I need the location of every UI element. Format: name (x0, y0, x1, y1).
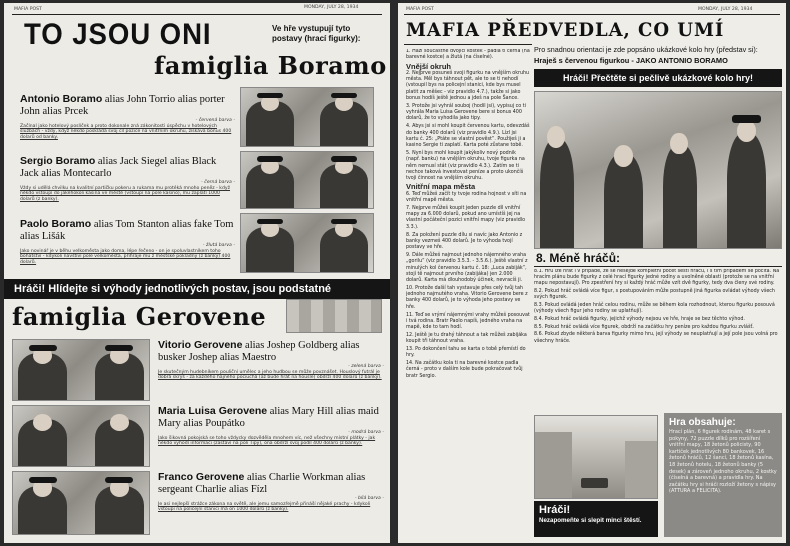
masthead-date: MONDAY, JULY 28, 1934 (304, 5, 359, 10)
page-title: TO JSOU ONI (24, 18, 212, 51)
char-name-bold: Antonio Boramo (20, 93, 103, 105)
contents-text: Hrací plán, 6 figurek rodinám, 48 karet s pokyny, 72 puzzle dílků pro rozšíření vnitřní mapy, 18 žetonů policisty, 90 kartiček jednotlivých 80 bankovek, 16 žetonů hráčů, 12 šancí, 18 žetonů kasína, 18 žetonů hotelu, 18 žetonů banky (5 desek) a zároveň jednoho okruhu, 2 kostky (číselná a barevná) a pravidla hry. Na začátku hry si hráči rozloží žetony s nápisy (ATTURA a FELICITA). (669, 429, 777, 495)
char-bonus-text: Začínal jako hotelový poslíček a proto dokonale zná zákonitosti úspěchu v hotelových službách - vždy, když někdo poskládá svůj cíl pozice na vnitřním okruhu, získává bonus 400 dolarů od banky. (20, 123, 232, 140)
char-name (20, 93, 235, 118)
photo-sergio (240, 151, 374, 209)
step-text: 6. Teď můžeš začít ty tvoje rodina hojnost v síti na vnitřní mapě města. (406, 191, 527, 204)
section-inner: Vnitřní mapa města (406, 182, 476, 192)
intro-text: Pro snadnou orientaci je zde popsáno ukázkové kolo hry (představ si): (534, 45, 758, 54)
char-name (158, 405, 384, 430)
rule-text: 8.6. Pokud zbyde některá barva figurky mimo hru, její výhody se neuplatňují a její pole jsou volná pro všechny hráče. (534, 332, 778, 344)
step-text: 8. Za položení puzzle dílu si navíc jako Antonio z banky vezmeš 400 dolarů. Je to výhoda tvojí postavy ve hře. (406, 232, 523, 251)
photo-franco (12, 471, 150, 535)
photo-police-station (534, 91, 782, 249)
masthead-rule (404, 14, 780, 15)
photo-vitorio (12, 339, 150, 401)
step-text: 4. Abys jsi si mohl koupit červenou kartu, odevzdáš do banky 400 dolarů (viz pravidlo 4.9.). Lízl jsi kartu č. 25: „Ptáte se vlastní pověst“. Použiješ ji a kasino Sergie ti zaplatí. Karta poté zůstane tobě. (406, 124, 530, 149)
char-bonus-text: Jako novinář je v běhu velkoměsta jako doma, lépe řečeno - on je spoluvlastníkem toho bohatství - kdykoli navštíví pole velkoměsta, přihraje mu z městské pokladny (z banky) 400 dolarů. (20, 248, 231, 265)
photo-paolo (240, 213, 374, 273)
char-bonus-text: Je skutečným hudebníkem pouliční umělec a jeho hudbou se může povznášet. Houslový futrál je dobrá skrýš - za každého hajného pociuchá (až bude hrát na housle) obdrží 400 dolarů (z banky). (158, 369, 382, 381)
intro-text: Ve hře vystupují tyto postavy (hrací figurky): (272, 24, 361, 43)
step-text: 1. Hází součastně dvojicí kostek - padla ti černá (na barevné kostce) a žlutá (na číselné). (406, 49, 530, 61)
rule-text: 8.4. Pokud hráč ovládá figurky, jejichž výhody nejsou ve hře, hraje se bez těchto výhod. (534, 316, 745, 322)
char-franco (158, 471, 384, 513)
contents-title: Hra obsahuje: (669, 417, 736, 428)
right-page (398, 3, 786, 543)
char-bonus-text: Je asi nejlepší strážce zákona na světě, ale jemu samozřejmě přináší nějaké prachy - kdykoli vstoupí na policejní stanici má on 1000 dolarů (z banky). (158, 501, 371, 513)
section-fewer-players: 8. Méně hráčů: (536, 251, 621, 265)
char-sergio (20, 155, 235, 202)
step-text: 5. Nyní bys mohl koupit jakýkoliv nový podnik (např. banku) na vnějším okruhu, tvoje figurka na něm nemusí stát (viz pravidlo 4.3.). Zatím se ti nechce taková investovat peníze a proto ukončíš tvoji činnost na vnějším okruhu. (406, 150, 525, 182)
coin-banner (534, 501, 658, 537)
rule-text: 8.2. Pokud hráč ovládá více figur, s postupováním může postupně jiná figurka ovládat výhody všech svých figurek. (534, 289, 775, 301)
step-text: 7. Nejprve můžeš koupit jeden puzzle díl vnitřní mapy za 6.000 dolarů, pokud ano umístíš jej na vlastní počáteční pozici vnitřní mapy (viz pravidlo 3.3.). (406, 205, 526, 230)
char-alias: alias Tom Stanton alias fake Tom alias Lišák (20, 219, 234, 242)
char-color: - modrá barva - (348, 430, 384, 435)
char-vitorio (158, 339, 384, 381)
step-text: 10. Protože další tah vystavuje přes celý tvůj tah jednoho najmutého vraha. Vitorio Gerovene bere z banky 400 dolarů, je to výhoda jeho postavy ve hře. (406, 285, 528, 310)
step-text: 12. Ještě je tu drahý táhnout a tak můžeš zabijáka koupit tři táhnout vraha. (406, 332, 527, 345)
masthead-rule (12, 14, 382, 15)
char-color: - černá barva - (201, 180, 235, 185)
char-alias: alias John Torrio alias porter John alias Prcek (20, 94, 225, 117)
step-text: 13. Po dokončení tahu se karta o tobě přemístí do hry. (406, 347, 526, 359)
fewer-players-column (534, 269, 782, 409)
step-text: 2. Nejprve posuneš svoji figurku na vnějším okruhu města. Měl bys táhnout pět, ale to se ti nehodí (vstoupil bys na policejní stanici, kde bys musel platit za měšec - viz pravidlo 4.7.), takže si jako bonus hodíš ještě jednou a jdeš na pole Šance. (406, 70, 530, 102)
left-page (4, 3, 390, 543)
char-bonus-text: Jako šikovná pokojská se toho vždycky dozvěděla mnohem víc, než všechny místní plátky - jak někdo vyhodí informaci (zastaví na poli Tipy), ona obdrží svůj podíl 400 dolarů (z banky). (158, 435, 376, 447)
masthead-left: MAFIA POST (14, 7, 42, 12)
step-text: 3. Protože jsi vyhrál souboj (hodil jsi), vypisuj co ti vyhrála Maria Luisa Gerovene bere si bonus 400 dolarů, že to vyhodila jako tipy. (406, 103, 526, 122)
photo-maria (12, 405, 150, 467)
masthead-left: MAFIA POST (406, 7, 434, 12)
char-name-bold: Franco Gerovene (158, 471, 245, 483)
photo-street (534, 415, 658, 499)
advantages-banner: Hráči! Hlídejte si výhody jednotlivých postav, jsou podstatné (4, 279, 390, 299)
char-alias: alias Joshep Goldberg alias busker Joshep alias Maestro (158, 340, 360, 363)
char-alias: alias Mary Hill alias maid Mary alias Poupátko (158, 406, 379, 429)
section-outer: Vnější okruh (406, 61, 452, 71)
example-banner: Hráči! Přečtěte si pečlivě ukázkové kolo hry! (534, 69, 782, 87)
family-boramo-title: famiglia Boramo (154, 51, 387, 80)
char-alias: alias Charlie Workman alias sergeant Charlie alias Fízl (158, 472, 366, 495)
char-alias: alias Jack Siegel alias Black Jack alias Montecarlo (20, 156, 217, 179)
contents-box (664, 413, 782, 537)
section-rule (534, 266, 782, 267)
char-name-bold: Paolo Boramo (20, 218, 92, 230)
char-color: - bílá barva - (354, 496, 384, 501)
char-name (20, 155, 235, 180)
step-text: 9. Dále můžeš najmout jednoho nájemného vraha „gorilu“ (viz pravidlo 3.5.3. - 3.5.6.). Ještě vlastní z minulých kol červenou kartu č. 18: „Luca zabiják“, stojí tě najmout prvního (zabijáka) jen 2.000 dolarů. Karta má dlouhodobý účinek, nevracíš ji. (406, 252, 528, 284)
char-antonio (20, 93, 235, 140)
page-title: MAFIA PŘEDVEDLA, CO UMÍ (406, 19, 725, 41)
char-maria (158, 405, 384, 447)
coin-banner-title: Hráči! (539, 504, 571, 516)
char-bonus-text: Vždy si udělá chvilku na kvalitní partičku pokeru a rukama mu protéká mnoho peněz - když někdo vstoupí do jakéhokoli kasina ve městě (vstoupí na pole kasino), mu zaplatí 1000 dolarů (z banky). (20, 185, 231, 202)
char-paolo (20, 218, 235, 265)
char-name-bold: Sergio Boramo (20, 155, 96, 167)
char-color: - červená barva - (195, 118, 235, 123)
example-round-column (406, 49, 530, 535)
masthead-date: MONDAY, JULY 28, 1934 (698, 7, 753, 12)
char-name-bold: Maria Luisa Gerovene (158, 405, 268, 417)
intro-player: Hraješ s červenou figurkou - JAKO ANTONIO BORAMO (534, 56, 728, 65)
title-rule (404, 44, 532, 45)
photo-money (286, 299, 382, 333)
char-name (158, 471, 384, 496)
coin-banner-text: Nezapomeňte si slepit minci štěstí. (539, 517, 642, 524)
char-name-bold: Vitorio Gerovene (158, 339, 243, 351)
char-name (20, 218, 235, 243)
rule-text: 8.5. Pokud hráč ovládá více figurek, obdrží na začátku hry peníze pro každou figurku zvlášť. (534, 324, 754, 330)
char-color: - zelená barva - (348, 364, 384, 369)
char-color: - žlutá barva - (202, 243, 235, 248)
rule-text: 8.3. Pokud ovládá jeden hráč celou rodinu, může se během kola rozhodnout, kterou figurku posouvá (výhody všech figur jeho rodiny se uplatňují). (534, 303, 775, 315)
photo-antonio (240, 87, 374, 147)
step-text: 11. Teď se vrýmí nájemnými vrahy můžeš posouvat i tvá rodina. Bratr Paolo napíš, jedného vraha na mapě, kde to tam hodí. (406, 312, 530, 331)
char-name (158, 339, 384, 364)
step-text: 14. Na začátku kola ti na barevné kostce padla černá - proto v dalším kole bude pokračovat tvůj bratr Sergio. (406, 361, 523, 379)
rule-text: 8.1. Hru lze hrát i v případě, že se nesejde kompletní počet šesti hráčů, i s tím případem se počítá. Na hracím plánu bude figurky z celé hrací figurky jedné rodiny a uvolněné oblasti (protože se na vnitřní mapu nepostavují). Pro zpestření hry si každý hráč může vzít dvě figurky, tedy dva členy své rodiny. (534, 269, 780, 287)
family-gerovene-title: famiglia Gerovene (12, 302, 267, 331)
